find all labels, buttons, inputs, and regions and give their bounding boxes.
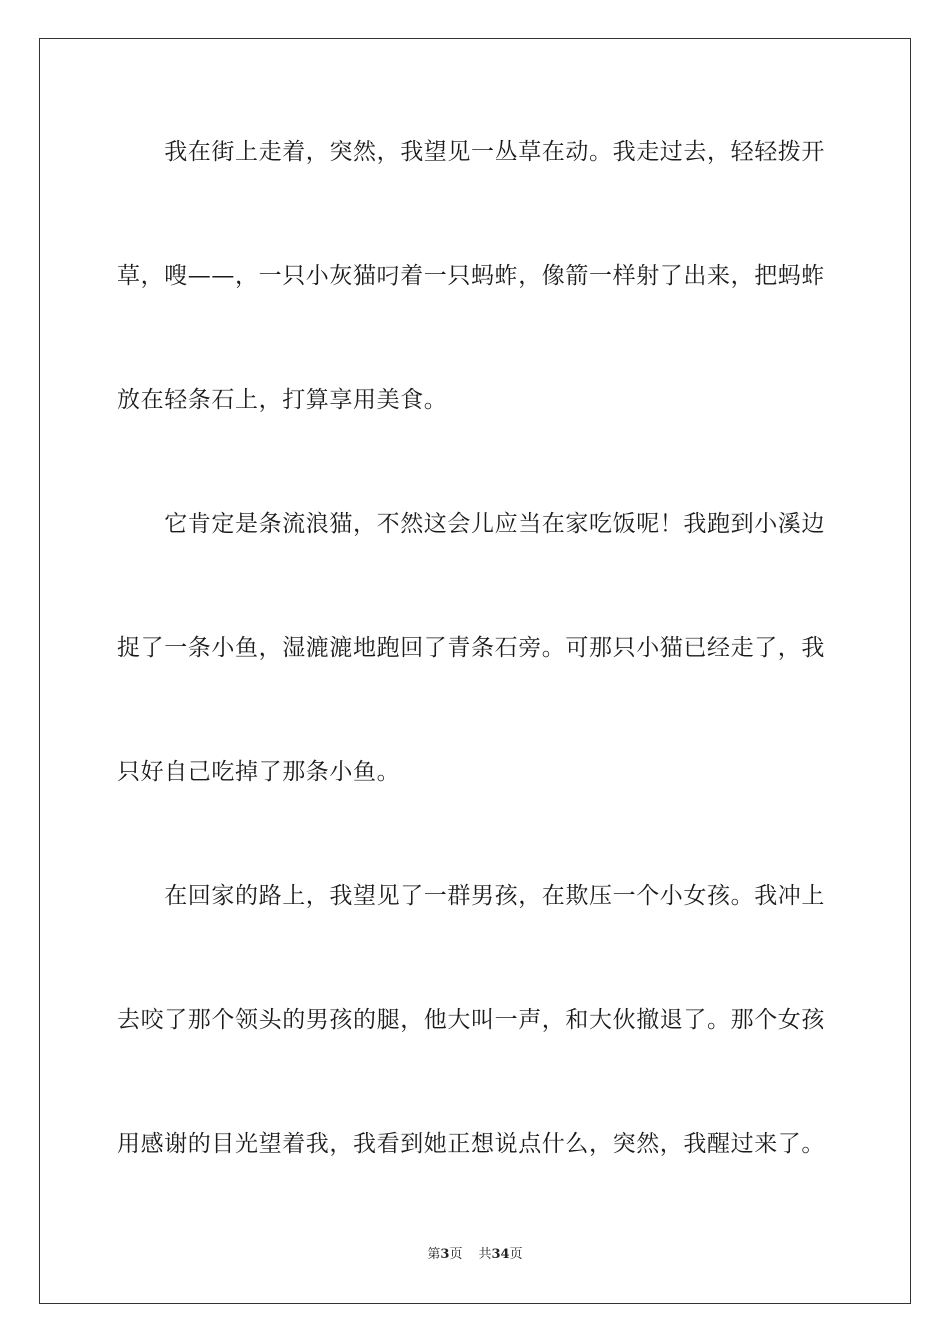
paragraph-1-line-1: 我在街上走着，突然，我望见一丛草在动。我走过去，轻轻拨开 (117, 139, 825, 165)
paragraph-2-line-3: 只好自己吃掉了那条小鱼。 (117, 759, 401, 785)
page-suffix: 页 (449, 1247, 463, 1262)
page-border (39, 38, 911, 1304)
paragraph-1-line-3: 放在轻条石上，打算享用美食。 (117, 387, 448, 413)
total-prefix: 共 (478, 1247, 492, 1262)
page-footer (0, 1246, 950, 1264)
page-prefix: 第 (427, 1247, 441, 1262)
paragraph-1-line-2: 草，嗖——，一只小灰猫叼着一只蚂蚱，像箭一样射了出来，把蚂蚱 (117, 263, 825, 289)
paragraph-2-line-2: 捉了一条小鱼，湿漉漉地跑回了青条石旁。可那只小猫已经走了，我 (117, 635, 825, 661)
paragraph-3-line-3: 用感谢的目光望着我，我看到她正想说点什么，突然，我醒过来了。 (117, 1131, 825, 1157)
paragraph-3-line-2: 去咬了那个领头的男孩的腿，他大叫一声，和大伙撤退了。那个女孩 (117, 1007, 825, 1033)
paragraph-3-line-1: 在回家的路上，我望见了一群男孩，在欺压一个小女孩。我冲上 (117, 883, 825, 909)
total-suffix: 页 (509, 1247, 523, 1262)
page-number: 3 (440, 1247, 450, 1262)
total-pages: 34 (491, 1247, 510, 1262)
paragraph-2-line-1: 它肯定是条流浪猫，不然这会儿应当在家吃饭呢！我跑到小溪边 (117, 511, 825, 537)
